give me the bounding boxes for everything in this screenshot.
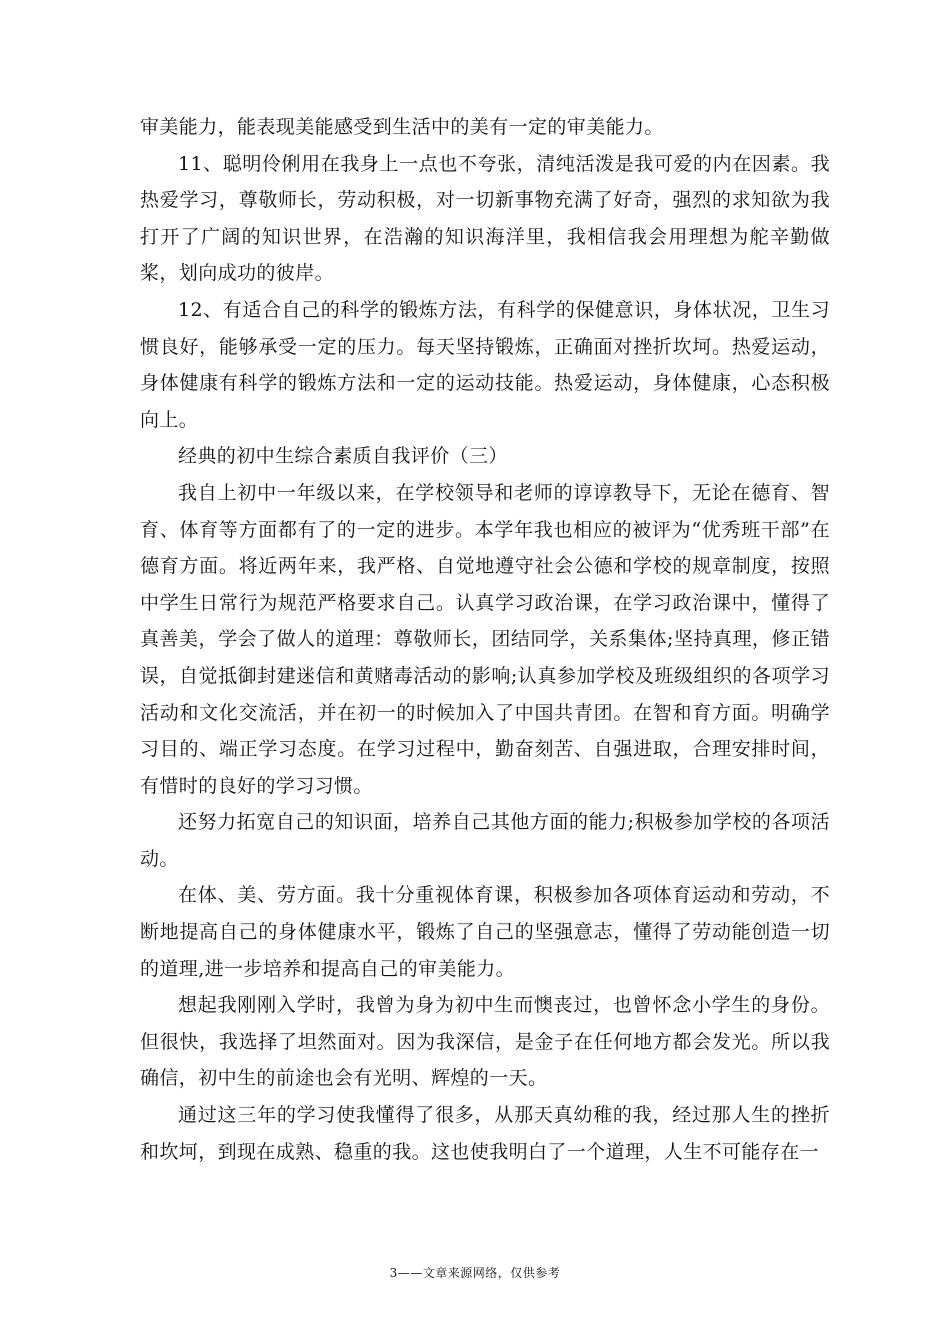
- section-heading: 经典的初中生综合素质自我评价（三）: [178, 445, 508, 468]
- document-body: [140, 109, 830, 1170]
- paragraph: 通过这三年的学习使我懂得了很多，从那天真幼稚的我，经过那人生的挫折和坎坷，到现在成熟、稳重的我。这也使我明白了一个道理，人生不可能存在一: [140, 1104, 830, 1163]
- paragraph: 还努力拓宽自己的知识面，培养自己其他方面的能力;积极参加学校的各项活动。: [140, 811, 830, 870]
- paragraph: 12、有适合自己的科学的锻炼方法，有科学的保健意识，身体状况，卫生习惯良好，能够承受一定的压力。每天坚持锻炼，正确面对挫折坎坷。热爱运动，身体健康有科学的锻炼方法和一定的运动技能。热爱运动，身体健康，心态积极向上。: [140, 298, 830, 431]
- paragraph: 审美能力，能表现美能感受到生活中的美有一定的审美能力。: [140, 116, 664, 138]
- paragraph: 我自上初中一年级以来，在学校领导和老师的谆谆教导下，无论在德育、智育、体育等方面都有了的一定的进步。本学年我也相应的被评为“优秀班干部”在德育方面。将近两年来，我严格、自觉地遵守社会公德和学校的规章制度，按照中学生日常行为规范严格要求自己。认真学习政治课，在学习政治课中，懂得了真善美，学会了做人的道理：尊敬师长，团结同学，关系集体;坚持真理，修正错误，自觉抵御封建迷信和黄赌毒活动的影响;认真参加学校及班级组织的各项学习活动和文化交流活，并在初一的时候加入了中国共青团。在智和育方面。明确学习目的、端正学习态度。在学习过程中，勤奋刻苦、自强进取，合理安排时间，有惜时的良好的学习习惯。: [140, 481, 830, 797]
- paragraph: 在体、美、劳方面。我十分重视体育课，积极参加各项体育运动和劳动，不断地提高自己的身体健康水平，锻炼了自己的坚强意志，懂得了劳动能创造一切的道理,进一步培养和提高自己的审美能力。: [140, 884, 830, 980]
- paragraph: 11、聪明伶俐用在我身上一点也不夸张，清纯活泼是我可爱的内在因素。我热爱学习，尊敬师长，劳动积极，对一切新事物充满了好奇，强烈的求知欲为我打开了广阔的知识世界，在浩瀚的知识海洋里，我相信我会用理想为舵辛勤做桨，划向成功的彼岸。: [140, 152, 830, 285]
- page-footer: 3——文章来源网络，仅供参考: [389, 1266, 561, 1280]
- paragraph: 想起我刚刚入学时，我曾为身为初中生而懊丧过，也曾怀念小学生的身份。但很快，我选择了坦然面对。因为我深信，是金子在任何地方都会发光。所以我确信，初中生的前途也会有光明、辉煌的一天。: [140, 994, 830, 1090]
